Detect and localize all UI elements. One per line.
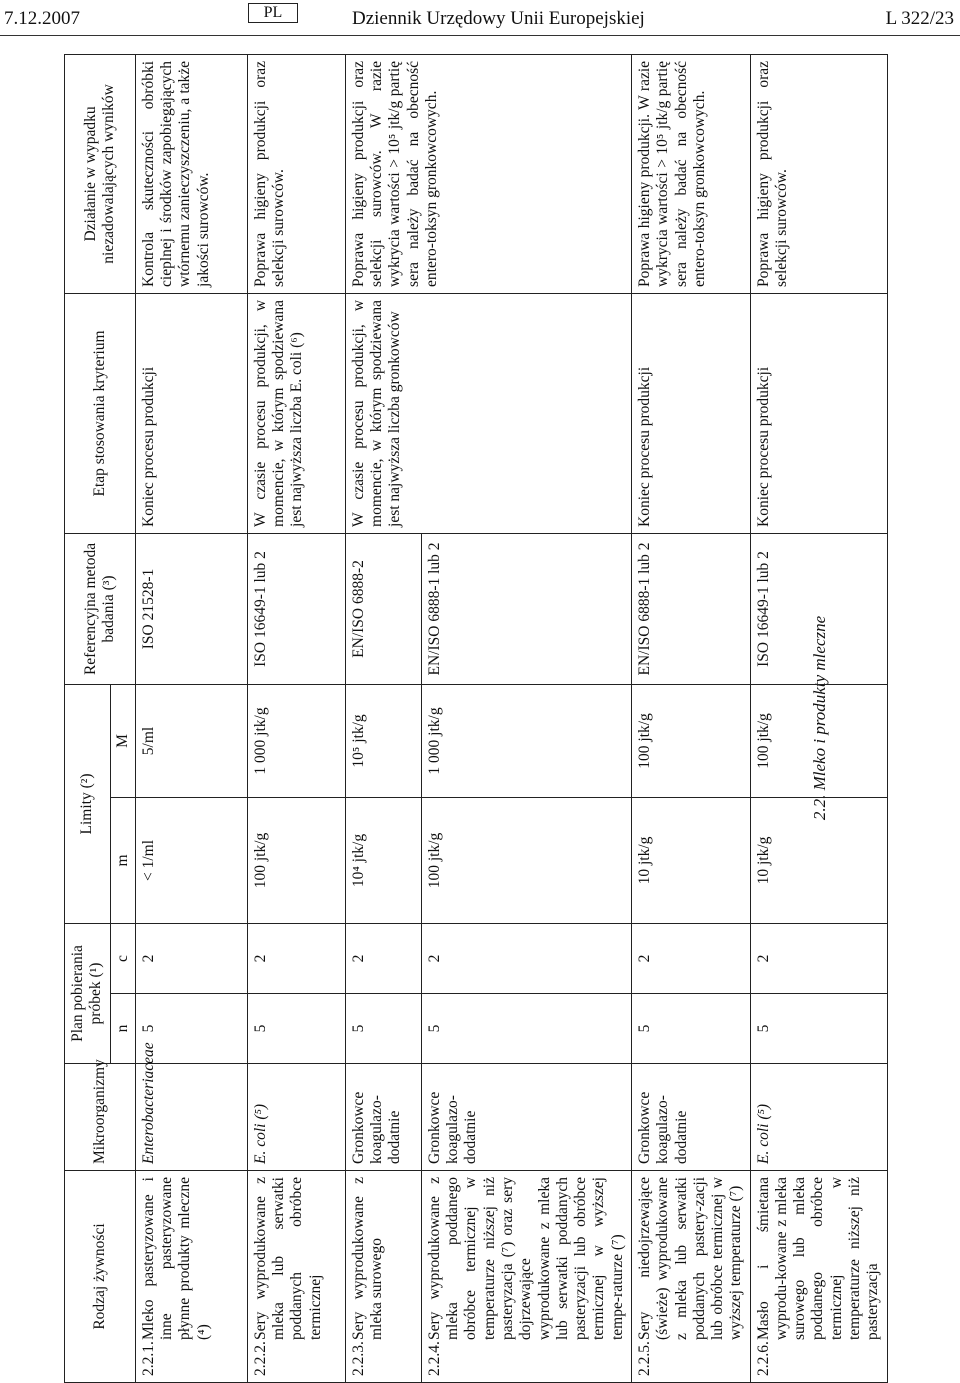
header-m: m [110,797,135,923]
row-number: 2.2.2. [251,1341,269,1376]
header-M: M [110,684,135,797]
food-cell [247,1171,345,1383]
table-row [750,54,887,1382]
microorganism-cell: Gronkowce koagulazo-dodatnie [421,1064,631,1171]
m-cell: 10⁴ jtk/g [345,797,421,923]
microorganism-cell: Gronkowce koagulazo-dodatnie [345,1064,421,1171]
n-cell: 5 [135,994,247,1064]
action-cell: Poprawa higieny produkcji oraz selekcji surowców. W razie wykrycia wartości > 10⁵ jtk/g partię sera należy badać na obecność entero-toksyn gronkowcowych. [345,54,631,293]
n-cell: 5 [247,994,345,1064]
microorganism-cell: E. coli (⁵) [750,1064,887,1171]
header-action: Działanie w wypadku niezadowalających wyników [65,54,136,293]
row-number: 2.2.6. [754,1341,772,1376]
header-sampling-plan: Plan pobierania próbek (¹) [65,923,111,1063]
row-number: 2.2.5. [635,1341,653,1376]
table-row [247,54,345,1382]
food-text: Sery wyprodukowane z mleka surowego [349,1177,386,1340]
action-cell: Poprawa higieny produkcji. W razie wykrycia wartości > 10⁵ jtk/g partię sera należy badać na obecność entero-toksyn gronkowcowych. [631,54,750,293]
c-cell: 2 [345,923,421,993]
food-cell [750,1171,887,1383]
food-cell [421,1171,631,1383]
c-cell: 2 [135,923,247,993]
n-cell: 5 [750,994,887,1064]
header-row [65,54,111,1382]
action-cell: Poprawa higieny produkcji oraz selekcji surowców. [750,54,887,293]
microorganism-cell: Gronkowce koagulazo-dodatnie [631,1064,750,1171]
header-rule [0,35,960,36]
food-text: Sery wyprodukowane z mleka lub serwatki poddanych obróbce termicznej [251,1177,324,1340]
row-number: 2.2.4. [425,1341,443,1376]
m-cell: 100 jtk/g [247,797,345,923]
food-cell [345,1171,421,1383]
page-header [0,0,960,40]
method-cell: ISO 21528-1 [135,533,247,684]
c-cell: 2 [750,923,887,993]
method-cell: EN/ISO 6888-1 lub 2 [631,533,750,684]
stage-cell: Koniec procesu produkcji [135,293,247,533]
language-badge: PL [248,3,298,23]
M-cell: 1 000 jtk/g [421,684,631,797]
n-cell: 5 [421,994,631,1064]
M-cell: 100 jtk/g [750,684,887,797]
journal-title: Dziennik Urzędowy Unii Europejskiej [352,8,645,29]
criteria-table [64,54,888,1383]
m-cell: 10 jtk/g [750,797,887,923]
method-cell: ISO 16649-1 lub 2 [750,533,887,684]
method-cell: EN/ISO 6888-1 lub 2 [421,533,631,684]
n-cell: 5 [345,994,421,1064]
stage-cell: W czasie procesu produkcji, w momencie, w którym spodziewana jest najwyższa liczba E. coli (⁶) [247,293,345,533]
M-cell: 1 000 jtk/g [247,684,345,797]
food-text: Sery wyprodukowane z mleka poddanego obróbce termicznej w temperaturze niższej niż pasteryzacja (⁷) oraz sery dojrzewające wyprodukowane z mleka lub serwatki poddanych pasteryzacji lub obróbce termicznej w wyższej tempe-raturze (⁷) [425,1177,626,1340]
table-row [135,54,247,1382]
M-cell: 10⁵ jtk/g [345,684,421,797]
microorganism-cell: Enterobacteriaceae [135,1064,247,1171]
page-number: L 322/23 [885,8,954,29]
microorganism-cell: E. coli (⁵) [247,1064,345,1171]
c-cell: 2 [631,923,750,993]
M-cell: 100 jtk/g [631,684,750,797]
header-food: Rodzaj żywności [65,1171,136,1383]
row-number: 2.2.3. [349,1341,367,1376]
method-cell: EN/ISO 6888-2 [345,533,421,684]
header-stage: Etap stosowania kryterium [65,293,136,533]
header-limits: Limity (²) [65,684,111,923]
food-text: Sery niedojrzewające (świeże) wyprodukowane z mleka lub serwatki poddanych pastery-zacji lub obróbce termicznej w wyższej temperaturze (⁷) [635,1177,745,1340]
m-cell: 100 jtk/g [421,797,631,923]
header-n: n [110,994,135,1064]
m-cell: < 1/ml [135,797,247,923]
section-title: 2.2. Mleko i produkty mleczne [810,615,829,821]
header-method: Referencyjna metoda badania (³) [65,533,136,684]
food-cell [135,1171,247,1383]
food-cell [631,1171,750,1383]
n-cell: 5 [631,994,750,1064]
table-row [631,54,750,1382]
M-cell: 5/ml [135,684,247,797]
c-cell: 2 [421,923,631,993]
table-row [345,54,421,1382]
action-cell: Poprawa higieny produkcji oraz selekcji surowców. [247,54,345,293]
food-text: Masło i śmietana wyprodu-kowane z mleka surowego lub mleka poddanego obróbce termicznej w temperaturze niższej niż pasteryzacja [754,1177,882,1340]
header-microorganisms: Mikroorganizmy [65,1064,136,1171]
header-c: c [110,923,135,993]
stage-cell: W czasie procesu produkcji, w momencie, w którym spodziewana jest najwyższa liczba gronkowców [345,293,631,533]
row-number: 2.2.1. [139,1341,157,1376]
publication-date: 7.12.2007 [4,8,80,29]
action-cell: Kontrola skuteczności obróbki cieplnej i środków zapobiegających wtórnemu zanieczyszczeniu, a także jakości surowców. [135,54,247,293]
c-cell: 2 [247,923,345,993]
food-text: Mleko pasteryzowane i inne pasteryzowane płynne produkty mleczne (⁴) [139,1177,212,1340]
method-cell: ISO 16649-1 lub 2 [247,533,345,684]
stage-cell: Koniec procesu produkcji [750,293,887,533]
m-cell: 10 jtk/g [631,797,750,923]
rotated-table-page [0,53,960,1383]
stage-cell: Koniec procesu produkcji [631,293,750,533]
